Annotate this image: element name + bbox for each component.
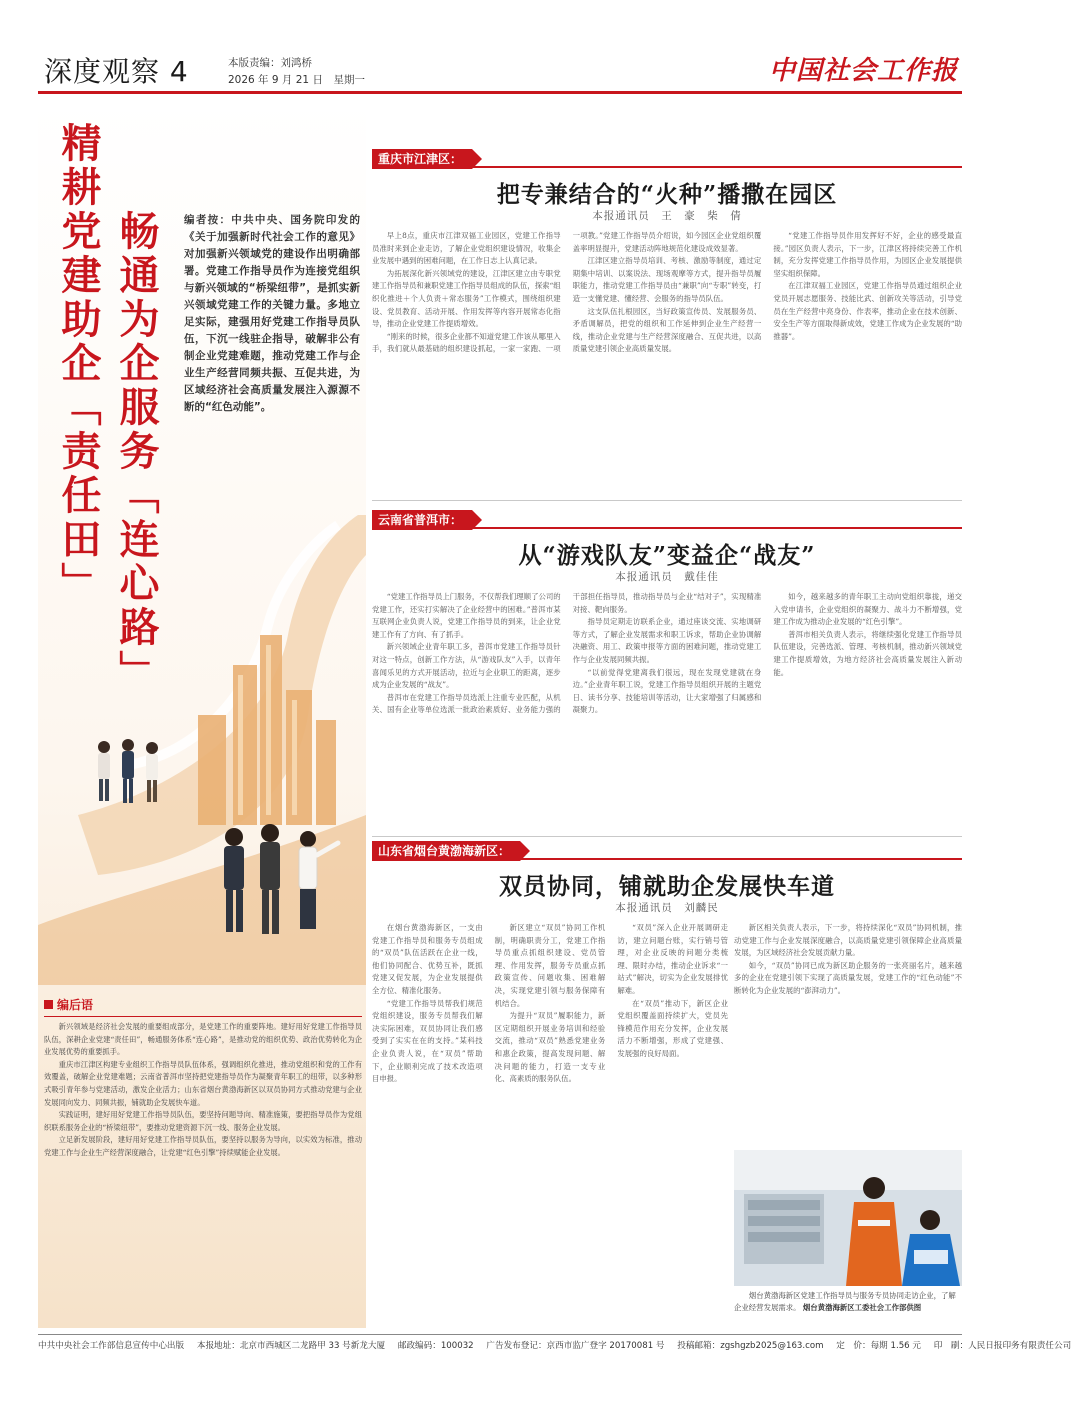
story-chongqing [372, 148, 962, 490]
photo-image [734, 1150, 962, 1286]
afterword-paragraph: 实践证明，建好用好党建工作指导员队伍，要坚持问题导向、精准施策，要把指导员作为党组织联系服务企业的“桥梁纽带”，要推动党建资源下沉一线、服务企业发展。 [44, 1110, 362, 1132]
masthead [0, 0, 1000, 96]
region-label: 重庆市江津区： [372, 149, 472, 169]
afterword-paragraph: 立足新发展阶段，建好用好党建工作指导员队伍，要坚持以服务为导向，以实效为标准，推动党建工作与企业生产经营深度融合，让党建“红色引擎”持续赋能企业发展。 [44, 1135, 362, 1157]
story-title: 双员协同，铺就助企发展快车道 [499, 873, 835, 900]
page-footer [38, 1334, 1072, 1356]
section-divider [372, 500, 962, 501]
story-byline: 本报通讯员 戴佳佳 [615, 571, 719, 583]
story-paragraph: 在烟台黄渤海新区，一支由党建工作指导员和服务专员组成的“双员”队伍活跃在企业一线，他们协同配合、优势互补，既抓党建又促发展，为企业发展提供全方位、精准化服务。 [372, 923, 483, 995]
story-body [372, 230, 962, 488]
region-label: 云南省普洱市： [372, 510, 472, 530]
feature-panel [38, 100, 366, 1328]
story-paragraph: 江津区建立指导员培训、考核、激励等制度，通过定期集中培训、以案说法、现场观摩等方式，提升指导员履职能力，推动党建工作指导员由“兼职”向“专职”转变，打造一支懂党建、懂经营、会服务的指导员队伍。 [572, 256, 762, 303]
story-paragraph: 新区建立“双员”协同工作机制，明确职责分工，党建工作指导员重点抓组织建设、党员管理、作用发挥，服务专员重点抓政策宣传、问题收集、困难解决，实现党建引领与服务保障有机结合。 [494, 923, 606, 1008]
story-paragraph: 如今，“双员”协同已成为新区助企服务的一张亮丽名片，越来越多的企业在党建引领下实现了高质量发展，党建工作的“红色动能”不断转化为企业发展的“澎湃动力”。 [734, 960, 962, 995]
story-paragraph: 如今，越来越多的青年职工主动向党组织靠拢，递交入党申请书，企业党组织的凝聚力、战斗力不断增强，党建工作成为推动企业发展的“红色引擎”。 [773, 592, 962, 627]
story-paragraph: “双员”深入企业开展调研走访，建立问题台账，实行销号管理，对企业反映的问题分类梳理、限时办结，推动企业诉求“一站式”解决，切实为企业发展排忧解难。 [617, 923, 728, 995]
story-title: 从“游戏队友”变益企“战友” [518, 542, 816, 569]
figure-group-back [98, 739, 158, 803]
editor-info [228, 55, 365, 89]
story-byline: 本报通讯员 刘麟民 [615, 902, 719, 914]
news-photo [734, 1150, 962, 1328]
story-paragraph: 新兴领域企业青年职工多，普洱市党建工作指导员针对这一特点，创新工作方法，从“游戏队友”入手，以青年喜闻乐见的方式开展活动，拉近与企业职工的距离，逐步成为企业发展的“战友”。 [372, 642, 561, 690]
editor-note: 编者按：中共中央、国务院印发的《关于加强新时代社会工作的意见》对加强新兴领域党的建设作出明确部署。党建工作指导员作为连接党组织与新兴领域的“桥梁纽带”，是抓实新兴领域党建工作的关键力量。多地立足实际，建强用好党建工作指导员队伍，下沉一线驻企指导，破解非公有制企业党建难题，推动党建工作与企业生产经营同频共振、互促共进，为区域经济社会高质量发展注入源源不断的“红色动能”。 [184, 214, 360, 413]
story-byline: 本报通讯员 王 豪 柴 倩 [592, 210, 742, 222]
section-label: 深度观察 4 [44, 55, 189, 88]
footer-price: 定 价：每期 1.56 元 [836, 1341, 921, 1351]
issue-date: 2026 年 9 月 21 日 星期一 [228, 74, 365, 86]
photo-credit: 烟台黄渤海新区工委社会工作部供图 [802, 1302, 922, 1312]
story-paragraph: “党建工作指导员作用发挥好不好，企业的感受最直接。”园区负责人表示，下一步，江津区将持续完善工作机制，充分发挥党建工作指导员作用，为园区企业发展提供坚实组织保障。 [773, 231, 962, 278]
story-paragraph: 普洱市在党建工作指导员选派上注重专业匹配，从机关、国有企业等单位选派一批政治素质好、业务能力强的干部担任指导员，推动指导员与企业“结对子”，实现精准对接、靶向服务。 [372, 592, 762, 715]
story-paragraph: 新区相关负责人表示，下一步，将持续深化“双员”协同机制，推动党建工作与企业发展深度融合，以高质量党建引领保障企业高质量发展，为区域经济社会发展贡献力量。 [734, 923, 962, 958]
story-body-right [734, 922, 962, 1144]
footer-ad-license: 广告发布登记：京西市监广登字 20170081 号 [486, 1341, 665, 1351]
story-title: 把专兼结合的“火种”播撒在园区 [496, 181, 838, 208]
footer-postcode: 邮政编码：100032 [397, 1341, 474, 1351]
story-banner [372, 148, 962, 168]
feature-headline-2: 畅通为企服务「连心路」 [113, 210, 159, 694]
feature-illustration [38, 515, 366, 985]
feature-headline-1: 精耕党建助企「责任田」 [55, 122, 101, 606]
story-puer [372, 509, 962, 834]
afterword-heading: 编后语 [44, 996, 362, 1017]
paper-logo: 中国社会工作报 [768, 56, 958, 86]
banner-rule [372, 858, 962, 860]
region-label: 山东省烟台黄渤海新区： [372, 841, 520, 861]
story-banner [372, 840, 962, 860]
masthead-rule [38, 91, 962, 94]
square-bullet-icon [44, 1000, 53, 1009]
story-paragraph: “以前觉得党建离我们很远，现在发现党建就在身边。”企业青年职工说，党建工作指导员组织开展的主题党日、读书分享、技能培训等活动，让大家增强了归属感和凝聚力。 [572, 667, 762, 715]
footer-printer: 印 刷：人民日报印务有限责任公司 [933, 1341, 1072, 1351]
afterword-paragraph: 重庆市江津区构建专业组织工作指导员队伍体系，强调组织化推进，推动党组织和党的工作有效覆盖，破解企业党建难题；云南省普洱市坚持把党建指导员作为凝聚青年职工的纽带，以多种形式吸引青年参与党建活动，激发企业活力；山东省烟台黄渤海新区以双员协同方式推动党建与企业发展同向发力、同频共振，铺就助企发展快车道。 [44, 1059, 362, 1107]
story-paragraph: “刚来的时候，很多企业都不知道党建工作该从哪里入手，我们就从最基础的组织建设抓起，一家一家跑、一项一项教。”党建工作指导员介绍说，如今园区企业党组织覆盖率明显提升，党建活动阵地规范化建设成效显著。 [372, 231, 762, 354]
afterword-paragraph: 新兴领域是经济社会发展的重要组成部分，是党建工作的重要阵地。建好用好党建工作指导员队伍，深耕企业党建“责任田”，畅通服务体系“连心路”，是推动党的组织优势、政治优势转化为企业发展优势的重要抓手。 [44, 1022, 362, 1057]
story-paragraph: 早上8点，重庆市江津双福工业园区，党建工作指导员准时来到企业走访，了解企业党组织建设情况，收集企业发展中遇到的困难问题，在工作日志上认真记录。 [372, 231, 561, 266]
story-paragraph: 在江津双福工业园区，党建工作指导员通过组织企业党员开展志愿服务、技能比武、创新攻关等活动，引导党员在生产经营中亮身份、作表率，推动企业在技术创新、安全生产等方面取得新成效，党建工作成为企业发展的“助推器”。 [773, 281, 962, 341]
story-paragraph: 指导员定期走访联系企业，通过座谈交流、实地调研等方式，了解企业发展需求和职工诉求，帮助企业协调解决融资、用工、政策申报等方面的困难问题，推动党建工作与企业发展同频共振。 [572, 617, 762, 664]
story-paragraph: 为拓展深化新兴领域党的建设，江津区建立由专职党建工作指导员和兼职党建工作指导员组成的队伍，探索“组织化推进＋个人负责＋常态服务”工作模式，围绕组织建设、党员教育、活动开展、作用发挥等内容开展常态化指导，推动企业党建工作提质增效。 [372, 268, 561, 329]
story-banner [372, 509, 962, 529]
story-paragraph: 这支队伍扎根园区，当好政策宣传员、发展服务员、矛盾调解员，把党的组织和工作延伸到企业生产经营一线，推动企业党建与生产经营深度融合、互促共进，以高质量党建引领企业高质量发展。 [572, 306, 762, 354]
section-divider [372, 836, 962, 837]
footer-address: 本报地址：北京市西城区二龙路甲 33 号新龙大厦 [196, 1341, 386, 1351]
footer-email: 投稿邮箱：zgshgzb2025@163.com [677, 1341, 824, 1351]
story-paragraph: 为提升“双员”履职能力，新区定期组织开展业务培训和经验交流，推动“双员”熟悉党建业务和惠企政策，提高发现问题、解决问题的能力，打造一支专业化、高素质的服务队伍。 [494, 1011, 606, 1084]
story-paragraph: “党建工作指导员帮我们规范党组织建设，服务专员帮我们解决实际困难，双员协同让我们感受到了实实在在的支持。”某科技企业负责人说，在“双员”帮助下，企业顺利完成了技术改造项目申报。 [372, 998, 483, 1084]
footer-publisher: 中共中央社会工作部信息宣传中心出版 [38, 1341, 185, 1351]
story-paragraph: “党建工作指导员上门服务，不仅帮我们理顺了公司的党建工作，还实打实解决了企业经营中的困难。”普洱市某互联网企业负责人说，党建工作指导员的到来，让企业党建工作有了方向、有了抓手。 [372, 592, 561, 639]
story-paragraph: 普洱市相关负责人表示，将继续强化党建工作指导员队伍建设，完善选派、管理、考核机制，推动新兴领域党建工作提质增效，为地方经济社会高质量发展注入新动能。 [773, 629, 962, 677]
banner-rule [372, 166, 962, 168]
story-body [372, 922, 728, 1328]
banner-rule [372, 527, 962, 529]
story-paragraph: 在“双员”推动下，新区企业党组织覆盖面持续扩大，党员先锋模范作用充分发挥，企业发展活力不断增强，形成了党建强、发展强的良好局面。 [617, 998, 728, 1058]
afterword [44, 996, 362, 1326]
page-editor: 本版责编：刘鸿桥 [228, 57, 312, 69]
story-body [372, 591, 962, 834]
photo-caption: 烟台黄渤海新区党建工作指导员与服务专员协同走访企业，了解企业经营发展需求。 烟台黄渤海新区工委社会工作部供图 [734, 1291, 956, 1312]
